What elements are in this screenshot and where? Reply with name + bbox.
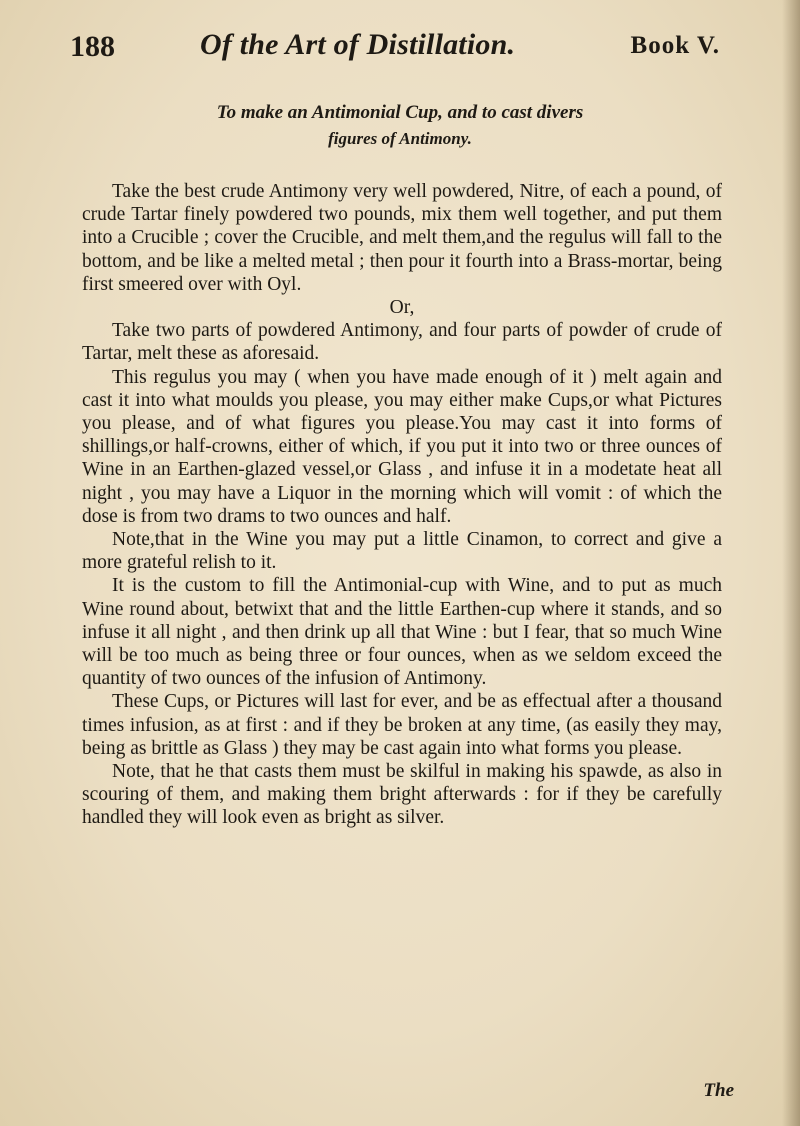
paragraph-2: Take two parts of powdered Antimony, and four parts of powder of crude of Tartar, melt these as aforesaid. [82,320,722,365]
paragraph-6: These Cups, or Pictures will last for ever, and be as effectual after a thousand times infusion, as at first : and if they be broken at any time, (as easily they may, being as brittle as Glass ) they may be cast again into what forms you please. [82,691,722,759]
section-title-line1: To make an Antimonial Cup, and to cast divers [216,102,584,123]
running-title: Of the Art of Distillation. [200,28,516,61]
page-edge-shadow [782,0,800,1126]
paragraph-3: This regulus you may ( when you have made enough of it ) melt again and cast it into what moulds you please, you may either make Cups,or what Pictures you please, and of what figures you please.You may cast it into forms of shillings,or half-crowns, either of which, if you put it into two or three ounces of Wine in an Earthen-glazed vessel,or Glass , and infuse it in a modetate heat all night , you may have a Liquor in the morning which will vomit : of which the dose is from two drams to two ounces and half. [82,366,722,527]
section-title-line2: figures of Antimony. [328,129,472,148]
paragraph-5: It is the custom to fill the Antimonial-cup with Wine, and to put as much Wine round about, betwixt that and the little Earthen-cup where it stands, and so infuse it all night , and then drink up all that Wine : but I fear, that so much Wine will be too much as being three or four ounces, when as we seldom exceed the quantity of two ounces of the infusion of Antimony. [82,575,722,690]
page-header [70,24,720,72]
paragraph-4: Note,that in the Wine you may put a little Cinamon, to correct and give a more grateful relish to it. [82,529,722,574]
book-label: Book V. [630,32,720,59]
paragraph-7: Note, that he that casts them must be skilful in making his spawde, as also in scouring of them, and making them bright afterwards : for if they be carefully handled they will look even as bright as silver. [82,761,722,829]
page-number: 188 [70,30,115,63]
or-separator: Or, [389,297,415,319]
body-text [82,180,722,830]
paragraph-1: Take the best crude Antimony very well powdered, Nitre, of each a pound, of crude Tartar finely powdered two pounds, mix them well together, and put them into a Crucible ; cover the Crucible, and melt them,and the regulus will fall to the bottom, and be like a melted metal ; then pour it fourth into a Brass-mortar, being first smeered over with Oyl. [82,181,722,295]
section-title [80,100,720,152]
catchword: The [703,1080,734,1101]
